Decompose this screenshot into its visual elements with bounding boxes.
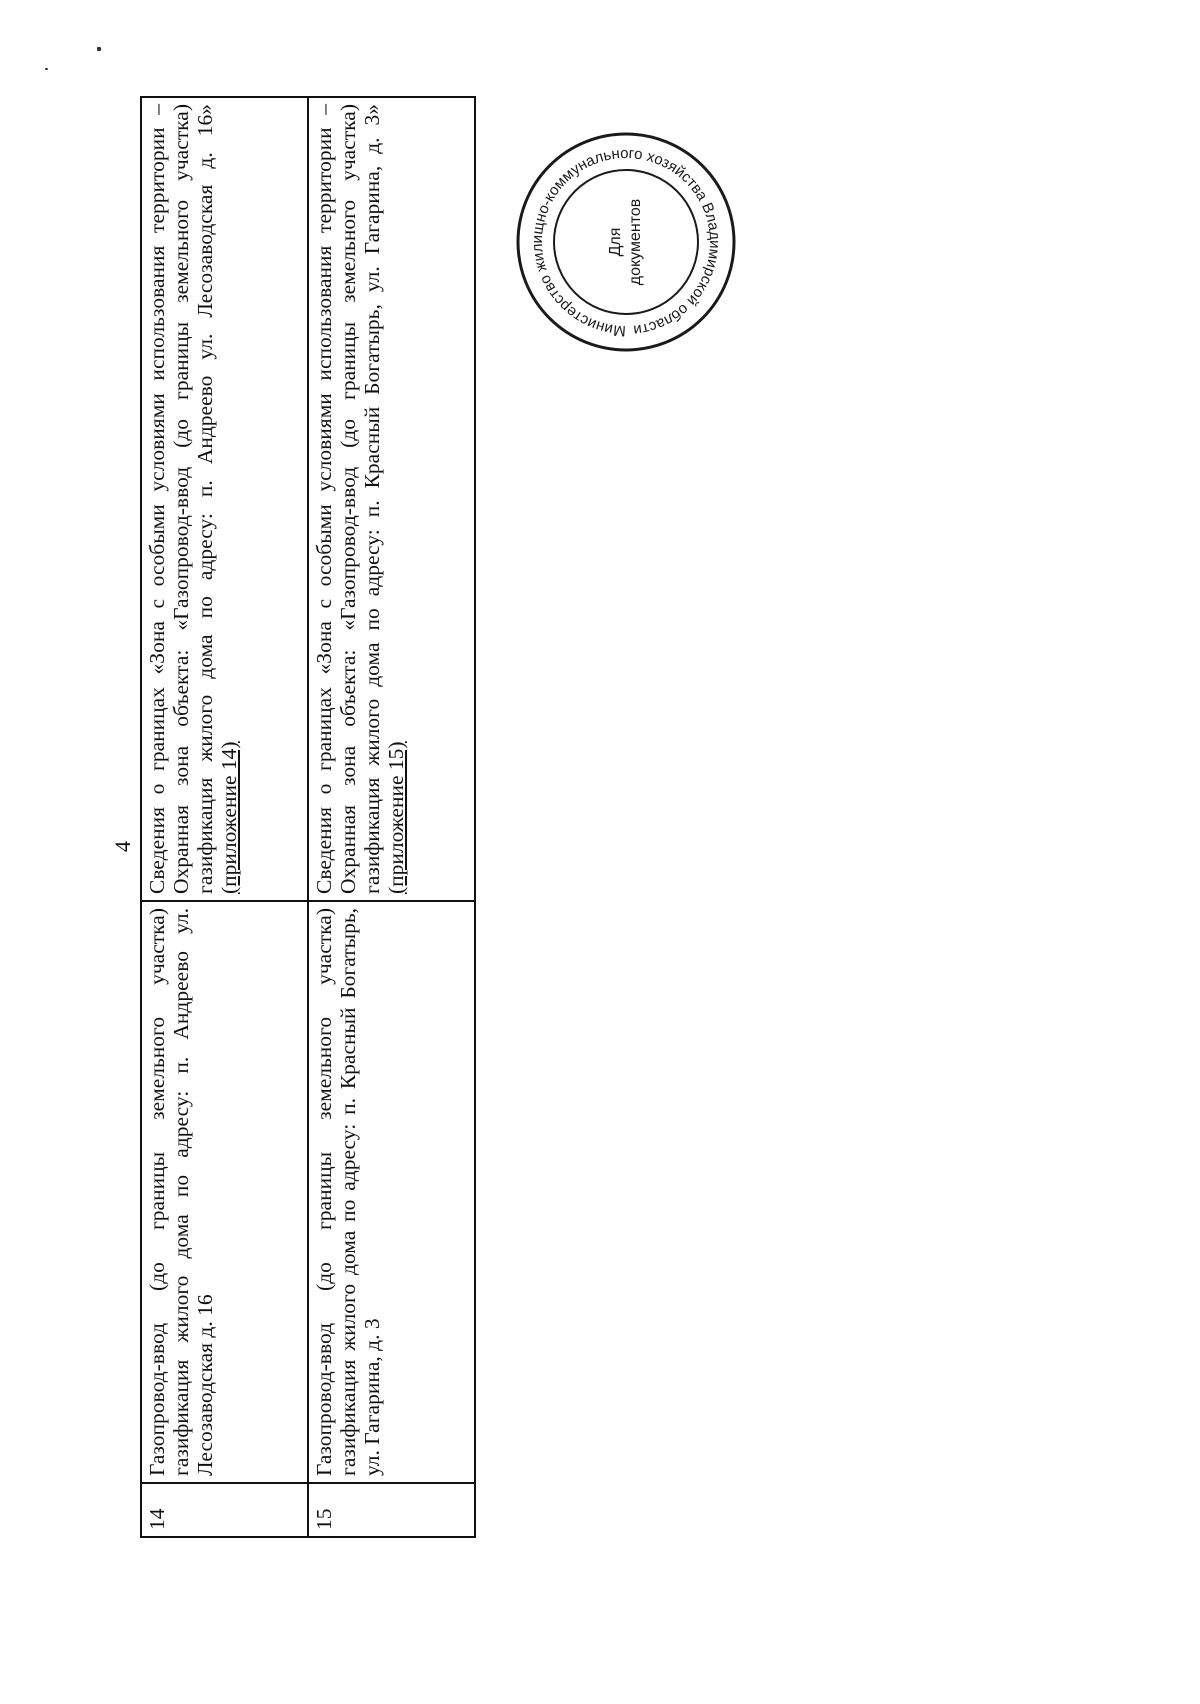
- row-number: 15: [308, 1483, 475, 1537]
- zone-info: [141, 97, 308, 901]
- table-row: [308, 97, 475, 1537]
- row-number: 14: [141, 1483, 308, 1537]
- document-table: [140, 96, 476, 1538]
- zone-info: [308, 97, 475, 901]
- object-description: Газопровод-ввод (до границы земельного участка) газификация жилого дома по адресу: п. Андреево ул. Лесозаводская д. 16: [141, 901, 308, 1483]
- seal-outer-ring: [518, 134, 734, 350]
- object-description: Газопровод-ввод (до границы земельного участка) газификация жилого дома по адресу: п. Красный Богатырь, ул. Гагарина, д. 3: [308, 901, 475, 1483]
- table-row: [141, 97, 308, 1537]
- scan-speck: [45, 68, 48, 70]
- seal-center-line2: документов: [627, 198, 644, 286]
- seal-ring-textpath: Министерство жилищно-коммунального хозяйства Владимирской области: [528, 144, 724, 340]
- seal-inner-ring: [554, 170, 698, 314]
- appendix-reference: (приложение 14): [217, 741, 241, 894]
- zone-info-text: Сведения о границах «Зона с особыми условиями использования территории – Охранная зона объекта: «Газопровод-ввод (до границы земельного участка) газификация жилого дома по адресу: п. Андреево ул. Лесозаводская д. 16»: [145, 104, 217, 894]
- official-seal: [510, 126, 742, 358]
- scan-speck: [97, 47, 101, 51]
- appendix-reference: (приложение 15): [384, 741, 408, 894]
- rotated-table-wrapper: [140, 96, 476, 1538]
- page-number: 4: [110, 841, 135, 852]
- zone-info-text: Сведения о границах «Зона с особыми условиями использования территории – Охранная зона объекта: «Газопровод-ввод (до границы земельного участка) газификация жилого дома по адресу: п. Красный Богатырь, ул. Гагарина, д. 3»: [312, 104, 384, 894]
- seal-center-line1: Для: [607, 227, 624, 257]
- seal-graphic: [510, 126, 742, 358]
